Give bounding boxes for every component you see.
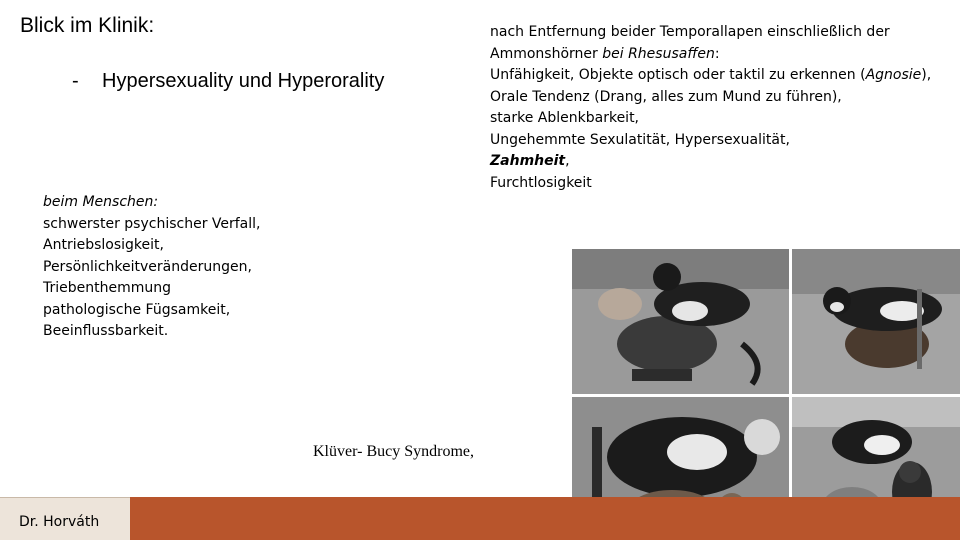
- monkey-finding-line: Ammonshörner bei Rhesusaffen:: [490, 45, 720, 62]
- human-finding-item: Triebenthemmung: [43, 280, 172, 296]
- human-finding-item: schwerster psychischer Verfall,: [43, 215, 261, 232]
- footer-author: Dr. Horváth: [0, 497, 130, 540]
- bullet-item: [72, 70, 384, 93]
- human-findings-intro: beim Menschen:: [43, 194, 159, 210]
- bullet-marker: -: [72, 70, 79, 92]
- human-finding-item: Beeinflussbarkeit.: [43, 323, 169, 339]
- human-findings-list: [43, 192, 261, 343]
- monkey-finding-line: nach Entfernung beider Temporallapen einschließlich der: [490, 24, 890, 40]
- human-finding-item: pathologische Fügsamkeit,: [43, 301, 231, 318]
- monkey-finding-line: Zahmheit,: [490, 153, 570, 169]
- monkey-finding-line: Orale Tendenz (Drang, alles zum Mund zu führen),: [490, 88, 842, 105]
- human-finding-item: Persönlichkeitveränderungen,: [43, 258, 252, 275]
- monkey-finding-line: starke Ablenkbarkeit,: [490, 110, 640, 126]
- bullet-text: Hypersexuality und Hyperorality: [102, 70, 385, 92]
- cat-mounting-animal-photo: [792, 249, 960, 394]
- monkey-finding-line: Furchtlosigkeit: [490, 174, 592, 191]
- slide-title: Blick im Klinik:: [20, 14, 155, 37]
- monkey-finding-line: Ungehemmte Sexulatität, Hypersexualität,: [490, 131, 790, 148]
- figure-caption: Klüver- Bucy Syndrome,: [313, 443, 474, 460]
- monkey-finding-line: Unfähigkeit, Objekte optisch oder taktil zu erkennen (Agnosie),: [490, 67, 932, 83]
- human-finding-item: Antriebslosigkeit,: [43, 237, 164, 253]
- cat-mounting-dog-photo: [572, 249, 789, 394]
- footer-bar: [0, 497, 960, 540]
- monkey-findings-list: [490, 22, 931, 194]
